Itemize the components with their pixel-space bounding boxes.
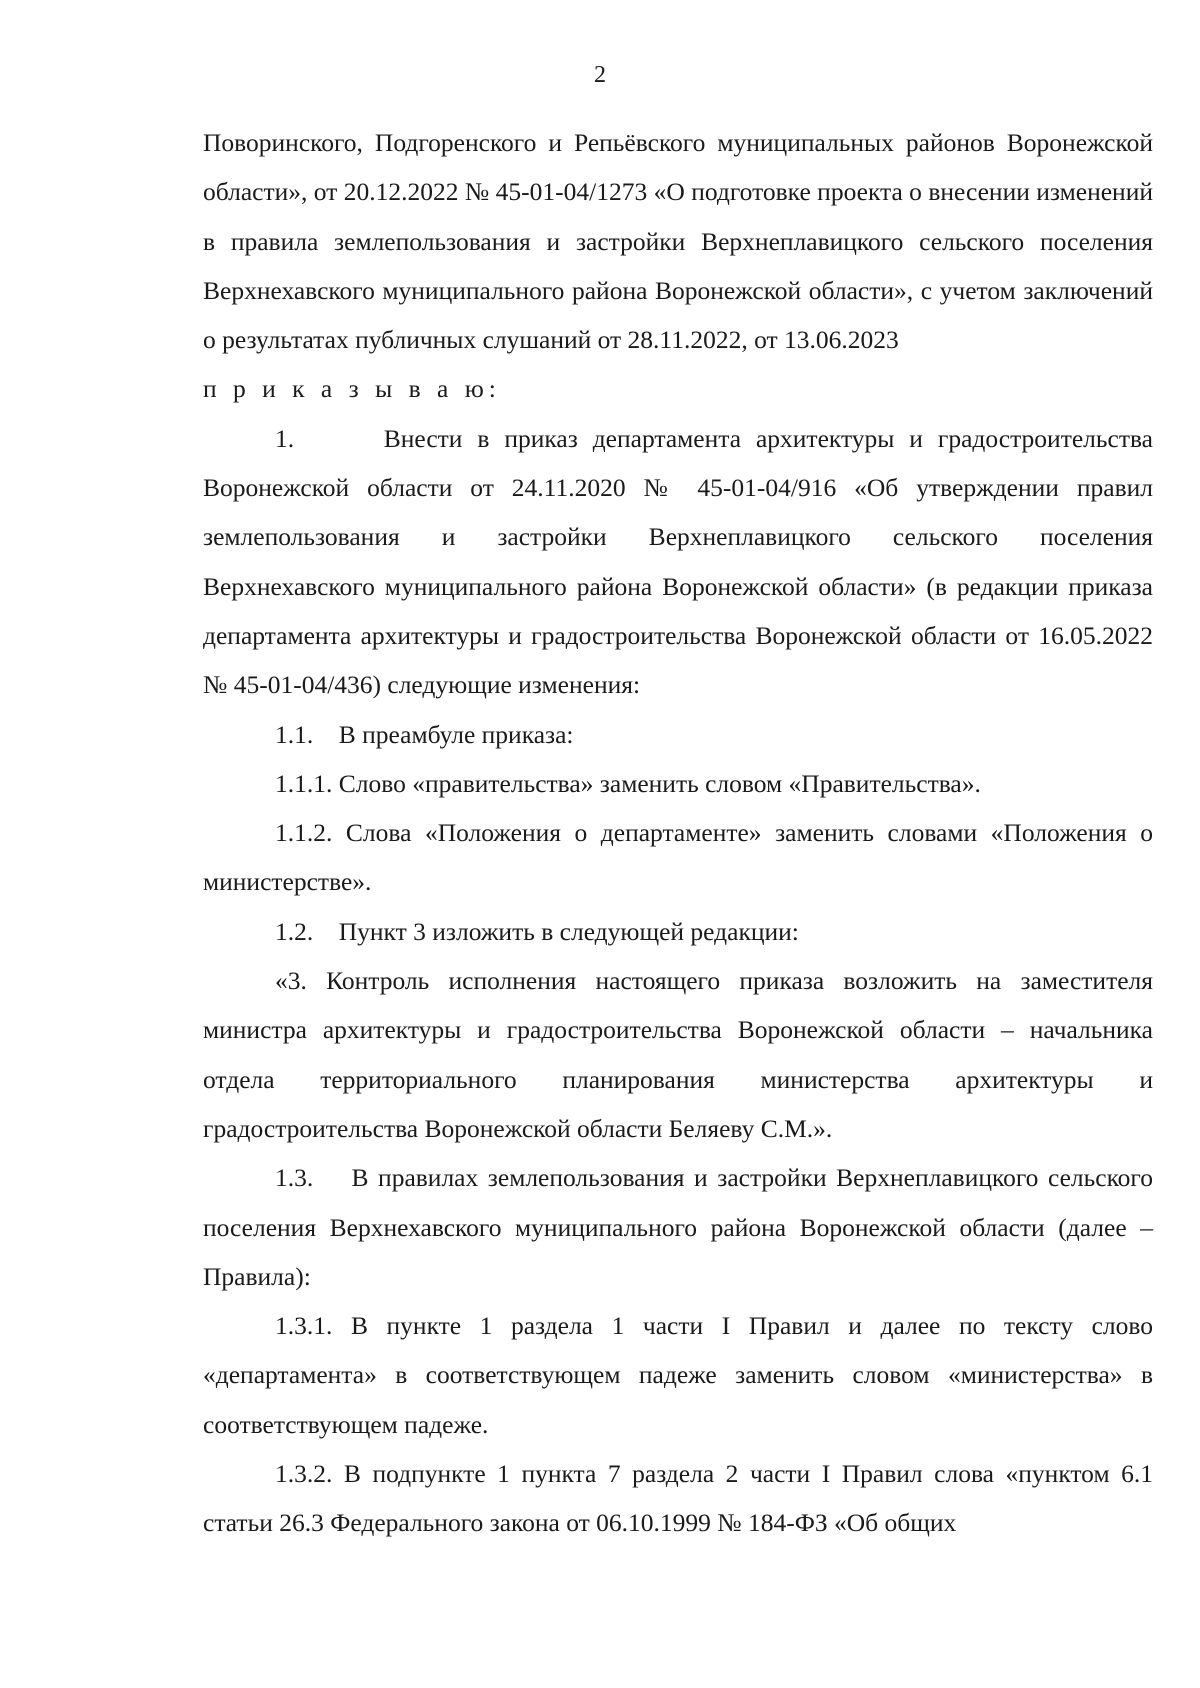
paragraph-item-3-quote: «3. Контроль исполнения настоящего приказа возложить на заместителя министра архитектуры и градостроительства Воронежской области – начальника отдела территориального планирования министерства архитектуры и градостроительства Воронежской области Беляеву С.М.». (203, 966, 1153, 1143)
paragraph-item-1-1: 1.1. В преамбуле приказа: (275, 719, 574, 749)
document-body (203, 118, 1160, 1548)
paragraph-preamble-continuation: Поворинского, Подгоренского и Репьёвского муниципальных районов Воронежской области», от 20.12.2022 № 45-01-04/1273 «О подготовке проекта о внесении изменений в правила землепользования и застройки Верхнеплавицкого сельского поселения Верхнехавского муниципального района Воронежской области», с учетом заключений о результатах публичных слушаний от 28.11.2022, от 13.06.2023 (203, 128, 1153, 355)
paragraph-item-1-3-1: 1.3.1. В пункте 1 раздела 1 части I Правил и далее по тексту слово «департамента» в соответствующем падеже заменить словом «министерства» в соответствующем падеже. (203, 1311, 1153, 1439)
paragraph-item-1-3: 1.3. В правилах землепользования и застройки Верхнеплавицкого сельского поселения Верхнехавского муниципального района Воронежской области (далее – Правила): (203, 1163, 1160, 1291)
paragraph-item-1-2: 1.2. Пункт 3 изложить в следующей редакции: (275, 916, 799, 946)
page-number: 2 (594, 62, 606, 88)
paragraph-item-1: 1. Внести в приказ департамента архитектуры и градостроительства Воронежской области от 24.11.2020 № 45-01-04/916 «Об утверждении правил землепользования и застройки Верхнеплавицкого сельского поселения Верхнехавского муниципального района Воронежской области» (в редакции приказа департамента архитектуры и градостроительства Воронежской области от 16.05.2022 № 45-01-04/436) следующие изменения: (203, 423, 1160, 700)
paragraph-item-1-1-2: 1.1.2. Слова «Положения о департаменте» заменить словами «Положения о министерстве». (203, 818, 1153, 897)
paragraph-item-1-3-2: 1.3.2. В подпункте 1 пункта 7 раздела 2 части I Правил слова «пунктом 6.1 статьи 26.3 Федерального закона от 06.10.1999 № 184-ФЗ «Об общих (203, 1459, 1153, 1538)
paragraph-item-1-1-1: 1.1.1. Слово «правительства» заменить словом «Правительства». (275, 768, 981, 798)
paragraph-order-word: п р и к а з ы в а ю: (203, 374, 501, 404)
